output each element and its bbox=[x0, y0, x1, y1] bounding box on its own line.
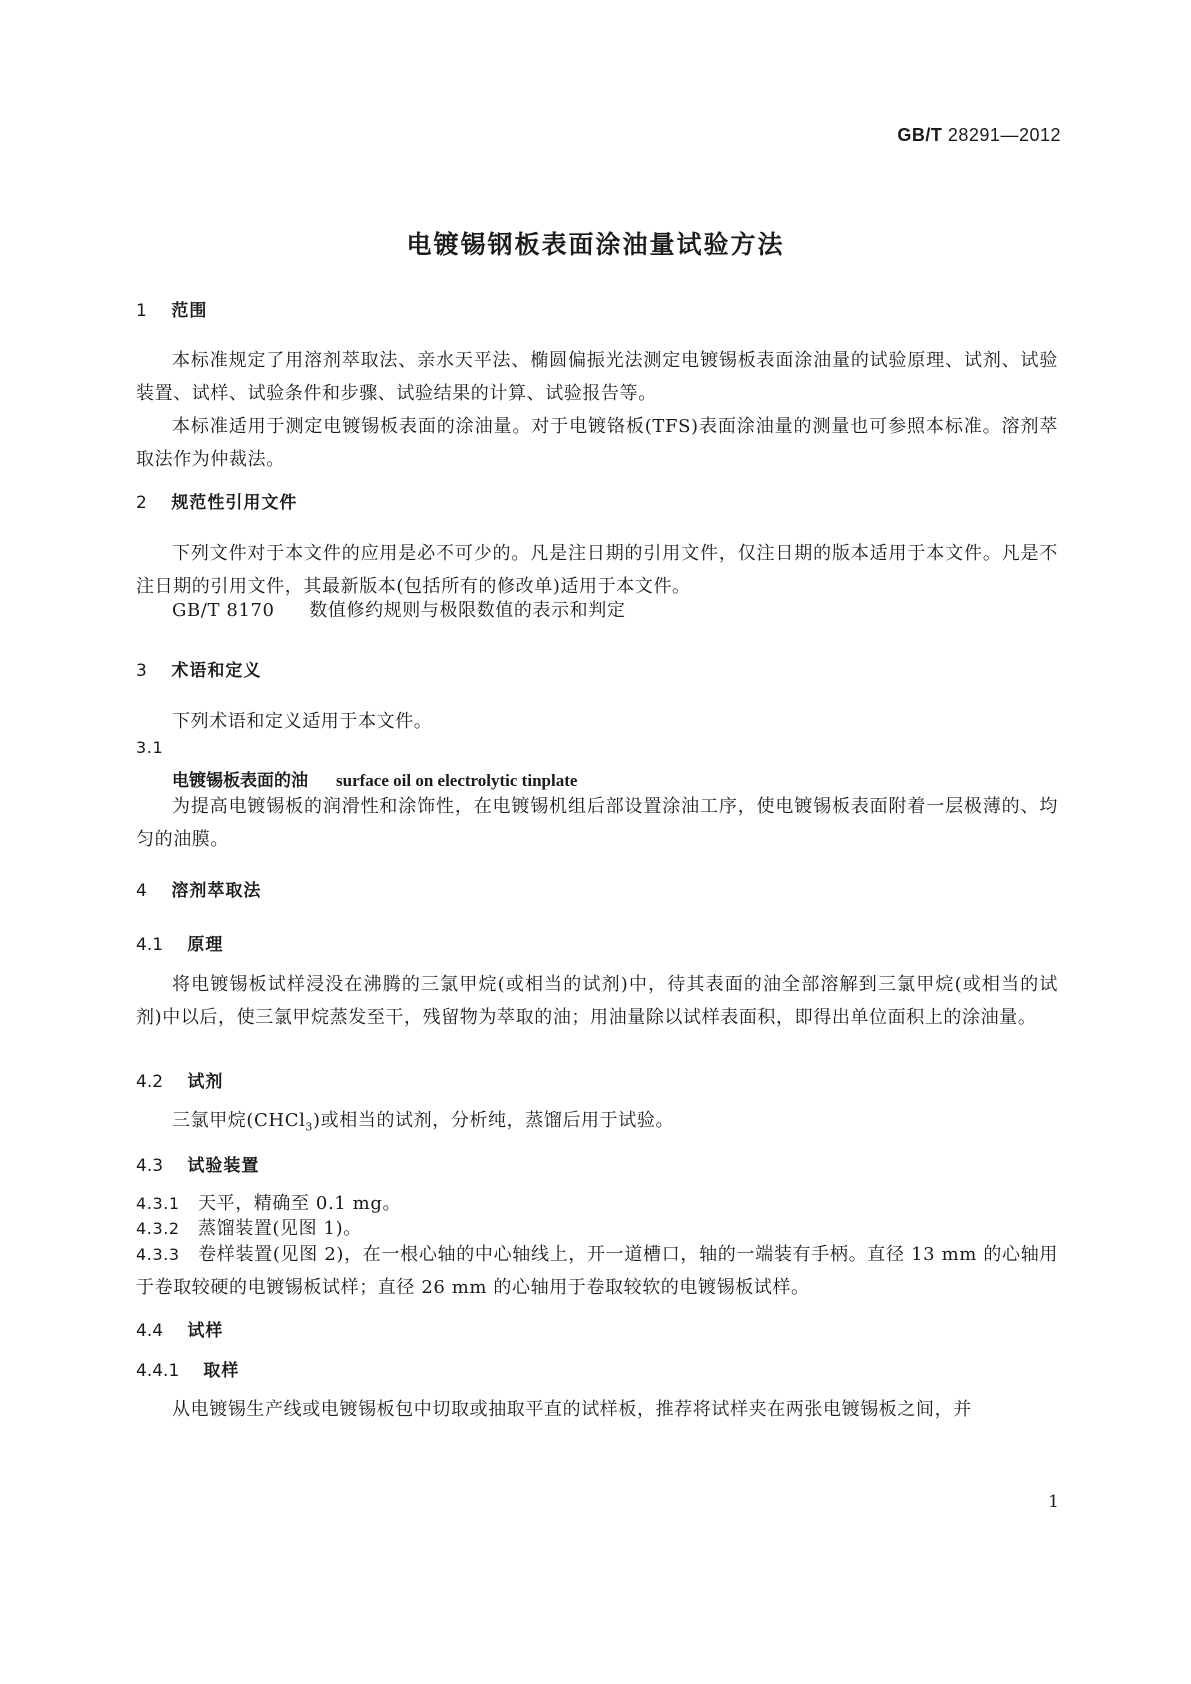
section-number: 4.4 bbox=[136, 1321, 164, 1341]
term-entry bbox=[172, 766, 577, 791]
section-4-2-heading bbox=[136, 1067, 223, 1092]
section-title: 范围 bbox=[171, 301, 208, 321]
clause-4-3-3: 4.3.3 卷样装置(见图 2)，在一根心轴的中心轴线上，开一道槽口，轴的一端装有手柄。直径 13 mm 的心轴用于卷取较硬的电镀锡板试样；直径 26 mm 的心轴用于卷取较软的电镀锡板试样。 bbox=[136, 1244, 1058, 1298]
section-title: 术语和定义 bbox=[171, 661, 262, 681]
section-1-paragraph-2: 本标准适用于测定电镀锡板表面的涂油量。对于电镀铬板(TFS)表面涂油量的测量也可参照本标准。溶剂萃取法作为仲裁法。 bbox=[136, 416, 1058, 470]
section-4-4-1-paragraph: 从电镀锡生产线或电镀锡板包中切取或抽取平直的试样板，推荐将试样夹在两张电镀锡板之间，并 bbox=[172, 1399, 972, 1420]
section-title: 溶剂萃取法 bbox=[171, 881, 262, 901]
section-4-1-paragraph: 将电镀锡板试样浸没在沸腾的三氯甲烷(或相当的试剂)中，待其表面的油全部溶解到三氯甲烷(或相当的试剂)中以后，使三氯甲烷蒸发至干，残留物为萃取的油；用油量除以试样表面积，即得出单位面积上的涂油量。 bbox=[136, 974, 1058, 1028]
section-1-heading bbox=[136, 296, 207, 321]
section-2-heading bbox=[136, 488, 297, 513]
section-number: 4 bbox=[136, 881, 147, 901]
standard-prefix: GB/T bbox=[897, 125, 943, 145]
section-title: 原理 bbox=[187, 935, 224, 955]
document-title: 电镀锡钢板表面涂油量试验方法 bbox=[406, 230, 785, 259]
section-number: 1 bbox=[136, 301, 147, 321]
section-title: 试剂 bbox=[187, 1072, 224, 1092]
section-4-heading bbox=[136, 876, 261, 901]
term-number: 3.1 bbox=[136, 738, 164, 757]
section-number: 4.1 bbox=[136, 935, 164, 955]
section-4-4-1-heading bbox=[136, 1356, 239, 1381]
section-number: 4.3 bbox=[136, 1156, 164, 1176]
section-number: 4.2 bbox=[136, 1072, 164, 1092]
section-4-3-heading bbox=[136, 1151, 259, 1176]
reference-title: 数值修约规则与极限数值的表示和判定 bbox=[309, 600, 626, 621]
section-title: 试验装置 bbox=[187, 1156, 260, 1176]
normative-reference bbox=[172, 596, 625, 622]
section-number: 2 bbox=[136, 493, 147, 513]
term-english: surface oil on electrolytic tinplate bbox=[336, 771, 578, 790]
term-chinese: 电镀锡板表面的油 bbox=[172, 771, 308, 791]
section-number: 4.4.1 bbox=[136, 1361, 180, 1381]
standard-code bbox=[897, 125, 1061, 146]
section-1-paragraph-1: 本标准规定了用溶剂萃取法、亲水天平法、椭圆偏振光法测定电镀锡板表面涂油量的试验原理、试剂、试验装置、试样、试验条件和步骤、试验结果的计算、试验报告等。 bbox=[136, 350, 1058, 404]
section-title: 试样 bbox=[187, 1321, 224, 1341]
clause-4-3-1: 4.3.1 天平，精确至 0.1 mg。 bbox=[136, 1193, 402, 1214]
section-3-paragraph-1: 下列术语和定义适用于本文件。 bbox=[172, 711, 433, 732]
section-title: 取样 bbox=[203, 1361, 240, 1381]
section-4-2-paragraph: 三氯甲烷(CHCl$_3$)或相当的试剂，分析纯，蒸馏后用于试验。 bbox=[172, 1110, 675, 1134]
section-3-heading bbox=[136, 656, 261, 681]
section-title: 规范性引用文件 bbox=[171, 493, 298, 513]
page-number: 1 bbox=[1048, 1492, 1059, 1512]
section-4-1-heading bbox=[136, 930, 223, 955]
section-4-4-heading bbox=[136, 1316, 223, 1341]
clause-4-3-2: 4.3.2 蒸馏装置(见图 1)。 bbox=[136, 1218, 362, 1239]
section-2-paragraph-1: 下列文件对于本文件的应用是必不可少的。凡是注日期的引用文件，仅注日期的版本适用于本文件。凡是不注日期的引用文件，其最新版本(包括所有的修改单)适用于本文件。 bbox=[136, 543, 1058, 597]
standard-number: 28291—2012 bbox=[947, 125, 1061, 145]
reference-code: GB/T 8170 bbox=[172, 600, 275, 621]
term-definition: 为提高电镀锡板的润滑性和涂饰性，在电镀锡机组后部设置涂油工序，使电镀锡板表面附着一层极薄的、均匀的油膜。 bbox=[136, 796, 1058, 850]
section-number: 3 bbox=[136, 661, 147, 681]
